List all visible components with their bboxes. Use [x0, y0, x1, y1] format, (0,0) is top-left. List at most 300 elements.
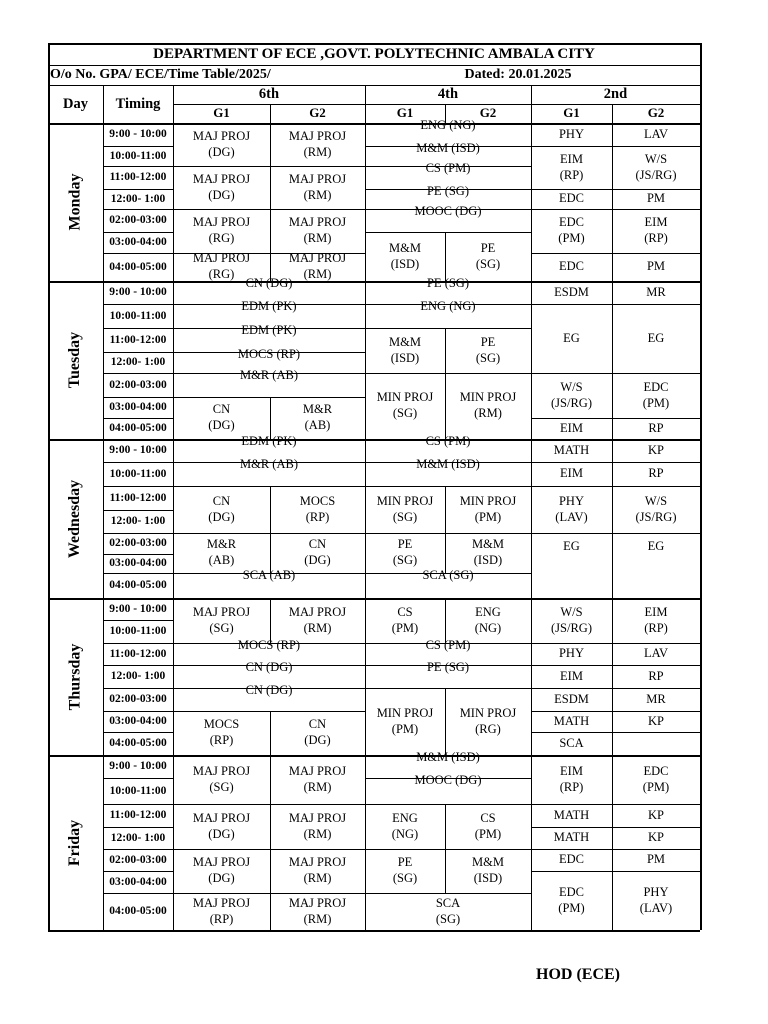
- entry-text: PM: [646, 191, 666, 206]
- entry-text: LAV: [643, 126, 669, 141]
- grid-line: [103, 804, 173, 805]
- timetable-entry: [612, 462, 700, 486]
- entry-text: W/S (JS/RG): [551, 604, 592, 635]
- timetable-entry: [173, 368, 365, 397]
- time-slot: 02:00-03:00: [109, 853, 167, 866]
- time-slot: 02:00-03:00: [109, 537, 167, 550]
- grid-line: [48, 65, 700, 66]
- grid-line: [173, 85, 174, 123]
- timetable-entry: [173, 598, 270, 643]
- timetable-entry: [173, 711, 270, 755]
- entry-text: M&R (AB): [240, 368, 298, 382]
- entry-text: MAJ PROJ (RM): [288, 215, 347, 245]
- timetable-entry: [173, 683, 365, 711]
- entry-text: ENG (NG): [391, 810, 419, 841]
- entry-text: MAJ PROJ (RM): [288, 855, 347, 885]
- day-label-monday: [48, 123, 103, 281]
- timetable-entry: [445, 849, 531, 893]
- timetable-entry: [365, 568, 531, 598]
- timetable-entry: [531, 643, 612, 665]
- time-slot: 10:00-11:00: [109, 625, 167, 638]
- entry-text: CN (DG): [304, 717, 331, 747]
- timetable-entry: [173, 893, 270, 930]
- semester-4th-header: 4th: [437, 86, 459, 103]
- time-slot: 9:00 - 10:00: [109, 760, 167, 773]
- grid-line: [103, 827, 173, 828]
- entry-text: MR: [646, 284, 666, 299]
- entry-text: KP: [648, 830, 664, 845]
- timetable-entry: [612, 871, 700, 930]
- timetable-entry: [270, 166, 365, 209]
- time-slot: 04:00-05:00: [109, 260, 167, 273]
- day-name: Tuesday: [66, 331, 84, 389]
- entry-text: CS (PM): [425, 434, 471, 448]
- entry-text: RP: [648, 466, 664, 481]
- entry-text: EDC (PM): [642, 763, 670, 794]
- timing-column-header: Timing: [115, 95, 161, 112]
- entry-text: EIM: [560, 668, 583, 683]
- timetable-entry: [270, 598, 365, 643]
- group-header-2nd-g2: G2: [647, 105, 665, 121]
- timetable-entry: [531, 688, 612, 711]
- timetable-entry: [612, 281, 700, 304]
- entry-text: EDM (PK): [241, 299, 297, 313]
- time-slot: 04:00-05:00: [109, 905, 167, 918]
- table-border-top: [48, 43, 700, 45]
- entry-text: CS (PM): [425, 161, 471, 175]
- timetable-entry: [531, 462, 612, 486]
- entry-text: MAJ PROJ (DG): [192, 855, 251, 885]
- entry-text: PE (SG): [426, 184, 470, 198]
- entry-text: KP: [648, 713, 664, 728]
- time-slot: 10:00-11:00: [109, 149, 167, 162]
- time-slot: 12:00- 1:00: [110, 192, 166, 205]
- grid-line: [103, 486, 173, 487]
- entry-text: EDC: [559, 259, 584, 274]
- timetable-entry: [365, 373, 445, 439]
- timetable-entry: [531, 209, 612, 253]
- timetable-entry: [531, 755, 612, 804]
- entry-text: EDC: [559, 852, 584, 867]
- time-slot: 12:00- 1:00: [110, 515, 166, 528]
- entry-text: M&R (AB): [302, 402, 333, 432]
- timetable-entry: [173, 123, 270, 166]
- timetable-entry: [612, 643, 700, 665]
- grid-line: [103, 711, 173, 712]
- semester-6th-header: 6th: [258, 86, 280, 103]
- entry-text: SCA (AB): [242, 568, 296, 582]
- entry-text: EG: [563, 330, 580, 345]
- department-title: DEPARTMENT OF ECE ,GOVT. POLYTECHNIC AMBALA CITY: [153, 45, 595, 62]
- entry-text: RP: [648, 668, 664, 683]
- entry-text: CS (PM): [391, 604, 419, 635]
- order-number: O/o No. GPA/ ECE/Time Table/2025/: [50, 67, 271, 83]
- timetable-entry: [531, 373, 612, 418]
- timetable-entry: [270, 123, 365, 166]
- entry-text: SCA (SG): [422, 568, 474, 582]
- timetable-entry: [531, 827, 612, 849]
- entry-text: CN (DG): [208, 402, 235, 432]
- timetable-entry: [531, 146, 612, 189]
- timetable-entry: [365, 598, 445, 643]
- entry-text: MIN PROJ (PM): [459, 493, 517, 524]
- entry-text: ESDM: [554, 284, 589, 299]
- timetable-entry: [173, 397, 270, 439]
- entry-text: CN (DG): [208, 493, 235, 524]
- entry-text: MAJ PROJ (RP): [192, 895, 251, 926]
- group-header-6th-g1: G1: [213, 105, 230, 121]
- timetable-entry: [445, 804, 531, 849]
- timetable-entry: [531, 711, 612, 732]
- day-column-header: Day: [63, 95, 88, 112]
- entry-text: MOCS (RP): [299, 493, 336, 524]
- entry-text: PHY: [558, 646, 584, 661]
- timetable-entry: [612, 665, 700, 688]
- time-slot: 11:00-12:00: [109, 171, 167, 184]
- timetable-entry: [531, 281, 612, 304]
- timetable-entry: [445, 486, 531, 533]
- entry-text: PE (SG): [426, 276, 470, 290]
- grid-line: [103, 85, 104, 123]
- timetable-entry: [270, 209, 365, 253]
- timetable-entry: [612, 533, 700, 598]
- entry-text: PE (SG): [475, 334, 501, 365]
- entry-text: EDC (PM): [642, 379, 670, 410]
- grid-line: [103, 732, 173, 733]
- timetable-entry: [612, 849, 700, 871]
- entry-text: MAJ PROJ (DG): [192, 128, 251, 159]
- grid-line: [103, 893, 173, 894]
- grid-line: [103, 189, 173, 190]
- entry-text: M&M (ISD): [416, 141, 480, 155]
- day-name: Friday: [66, 819, 84, 866]
- timetable-entry: [173, 209, 270, 253]
- time-slot: 12:00- 1:00: [110, 831, 166, 844]
- entry-text: MOOC (DG): [414, 204, 482, 218]
- entry-text: ENG (NG): [474, 604, 502, 635]
- timetable-entry: [531, 418, 612, 439]
- timetable-entry: [365, 893, 531, 930]
- timetable-entry: [531, 189, 612, 209]
- entry-text: MOCS (RP): [237, 638, 301, 652]
- timetable-entry: [173, 804, 270, 849]
- grid-line: [531, 85, 532, 123]
- day-label-friday: [48, 755, 103, 930]
- entry-text: PM: [646, 852, 666, 867]
- time-slot: 11:00-12:00: [109, 809, 167, 822]
- entry-text: ENG (NG): [420, 118, 476, 132]
- entry-text: MAJ PROJ (RM): [288, 604, 347, 635]
- entry-text: KP: [648, 442, 664, 457]
- timetable-entry: [365, 804, 445, 849]
- timetable-entry: [445, 328, 531, 373]
- timetable-entry: [445, 232, 531, 281]
- day-label-tuesday: [48, 281, 103, 439]
- timetable-entry: [173, 486, 270, 533]
- entry-text: W/S (JS/RG): [635, 151, 677, 182]
- entry-text: ESDM: [554, 691, 589, 706]
- grid-line: [612, 104, 613, 123]
- entry-text: MOOC (DG): [414, 773, 482, 787]
- timetable-entry: [612, 418, 700, 439]
- day-name: Monday: [66, 173, 84, 231]
- entry-text: CN (DG): [304, 537, 331, 567]
- timetable-entry: [612, 827, 700, 849]
- time-slot: 9:00 - 10:00: [109, 444, 167, 457]
- timetable-entry: [270, 755, 365, 804]
- grid-line: [103, 166, 173, 167]
- entry-text: CN (DG): [245, 660, 293, 674]
- timetable-entry: [270, 397, 365, 439]
- timetable-entry: [531, 123, 612, 146]
- entry-text: M&R (AB): [240, 457, 298, 471]
- entry-text: EIM (RP): [644, 604, 668, 635]
- group-header-4th-g2: G2: [479, 105, 497, 121]
- entry-text: M&M (ISD): [472, 537, 504, 567]
- entry-text: MAJ PROJ (RM): [288, 895, 347, 926]
- entry-text: EG: [647, 330, 665, 345]
- grid-line: [103, 418, 173, 419]
- time-slot: 04:00-05:00: [109, 422, 167, 435]
- grid-line: [103, 620, 173, 621]
- entry-text: PHY (LAV): [555, 493, 588, 524]
- grid-line: [103, 643, 173, 644]
- entry-text: M&M (ISD): [389, 240, 421, 271]
- entry-text: CN (DG): [245, 276, 293, 290]
- grid-line: [103, 778, 173, 779]
- time-slot: 10:00-11:00: [109, 784, 167, 797]
- time-slot: 03:00-04:00: [109, 715, 167, 728]
- entry-text: PHY: [558, 126, 584, 141]
- time-slot: 9:00 - 10:00: [109, 286, 167, 299]
- entry-text: MAJ PROJ (RM): [288, 810, 347, 841]
- entry-text: PE (SG): [392, 537, 418, 567]
- timetable-entry: [270, 533, 365, 573]
- entry-text: W/S (JS/RG): [635, 493, 677, 524]
- entry-text: MATH: [553, 442, 590, 457]
- entry-text: EIM: [560, 466, 583, 481]
- grid-line: [103, 688, 173, 689]
- entry-text: EG: [647, 539, 665, 553]
- entry-text: PE (SG): [392, 855, 418, 885]
- day-name: Thursday: [66, 643, 84, 710]
- timetable-entry: [531, 849, 612, 871]
- timetable-entry: [531, 304, 612, 373]
- timetable-entry: [612, 123, 700, 146]
- entry-text: EIM (RP): [559, 763, 584, 794]
- timetable-entry: [612, 373, 700, 418]
- entry-text: MIN PROJ (SG): [376, 390, 434, 420]
- grid-line: [103, 397, 173, 398]
- timetable-entry: [173, 533, 270, 573]
- entry-text: EG: [563, 539, 580, 553]
- time-slot: 10:00-11:00: [109, 467, 167, 480]
- timetable-entry: [365, 533, 445, 573]
- timetable-entry: [365, 486, 445, 533]
- table-border-bottom: [48, 930, 700, 932]
- entry-text: MATH: [553, 713, 590, 728]
- grid-line: [365, 85, 366, 123]
- timetable-entry: [531, 732, 612, 755]
- timetable-entry: [173, 166, 270, 209]
- entry-text: CS (PM): [425, 638, 471, 652]
- timetable-entry: [531, 253, 612, 281]
- entry-text: MAJ PROJ (RM): [288, 128, 347, 159]
- entry-text: MAJ PROJ (SG): [192, 763, 251, 794]
- timetable-entry: [612, 439, 700, 462]
- grid-line: [103, 533, 173, 534]
- entry-text: EIM (RP): [644, 215, 668, 245]
- entry-text: EDM (PK): [241, 323, 297, 337]
- entry-text: MAJ PROJ (DG): [192, 171, 251, 202]
- timetable-entry: [612, 711, 700, 732]
- entry-text: EIM (RP): [559, 151, 584, 182]
- day-label-wednesday: [48, 439, 103, 598]
- grid-line: [103, 232, 173, 233]
- grid-line: [103, 871, 173, 872]
- entry-text: EDC (PM): [558, 884, 585, 915]
- time-slot: 02:00-03:00: [109, 214, 167, 227]
- grid-line: [48, 85, 700, 86]
- time-slot: 03:00-04:00: [109, 401, 167, 414]
- grid-line: [103, 209, 173, 210]
- grid-line: [270, 104, 271, 123]
- table-border-right: [700, 43, 702, 930]
- grid-line: [173, 104, 700, 105]
- timetable-entry: [365, 328, 445, 373]
- entry-text: PHY (LAV): [639, 884, 673, 915]
- entry-text: W/S (JS/RG): [551, 379, 592, 410]
- time-slot: 03:00-04:00: [109, 875, 167, 888]
- time-slot: 03:00-04:00: [109, 557, 167, 570]
- time-slot: 03:00-04:00: [109, 236, 167, 249]
- timetable-entry: [531, 665, 612, 688]
- entry-text: LAV: [643, 646, 669, 661]
- timetable-entry: [612, 486, 700, 533]
- timetable-entry: [445, 598, 531, 643]
- group-header-4th-g1: G1: [396, 105, 414, 121]
- group-header-2nd-g1: G1: [563, 105, 580, 121]
- grid-line: [103, 352, 173, 353]
- time-slot: 02:00-03:00: [109, 378, 167, 391]
- timetable-entry: [531, 871, 612, 930]
- time-slot: 04:00-05:00: [109, 737, 167, 750]
- entry-text: M&R (AB): [206, 537, 237, 567]
- timetable-entry: [365, 204, 531, 232]
- entry-text: CN (DG): [245, 683, 293, 697]
- entry-text: EDC (PM): [558, 215, 585, 245]
- grid-line: [103, 849, 173, 850]
- timetable-entry: [365, 660, 531, 688]
- time-slot: 11:00-12:00: [109, 647, 167, 660]
- grid-line: [103, 253, 173, 254]
- entry-text: MAJ PROJ (RM): [288, 171, 347, 202]
- time-slot: 9:00 - 10:00: [109, 128, 167, 141]
- timetable-entry: [612, 146, 700, 189]
- timetable-entry: [612, 755, 700, 804]
- group-header-6th-g2: G2: [309, 105, 326, 121]
- entry-text: M&M (ISD): [416, 750, 480, 764]
- timetable-entry: [612, 688, 700, 711]
- entry-text: ENG (NG): [420, 299, 476, 313]
- timetable-entry: [173, 755, 270, 804]
- entry-text: MR: [646, 691, 666, 706]
- entry-text: MAJ PROJ (SG): [192, 604, 251, 635]
- timetable-entry: [612, 732, 700, 755]
- timetable-entry: [270, 849, 365, 893]
- entry-text: MAJ PROJ (RM): [288, 763, 347, 794]
- time-slot: 10:00-11:00: [109, 309, 167, 322]
- dated-text: Dated: 20.01.2025: [464, 67, 572, 83]
- entry-text: MIN PROJ (PM): [376, 705, 434, 736]
- time-slot: 11:00-12:00: [109, 491, 167, 504]
- entry-text: RP: [648, 420, 664, 435]
- timetable-entry: [365, 457, 531, 486]
- entry-text: MIN PROJ (RG): [459, 705, 517, 736]
- entry-text: SCA: [559, 735, 584, 750]
- grid-line: [103, 665, 173, 666]
- grid-line: [103, 146, 173, 147]
- time-slot: 04:00-05:00: [109, 579, 167, 592]
- grid-line: [103, 510, 173, 511]
- entry-text: M&M (ISD): [389, 334, 421, 365]
- entry-text: EDM (PK): [241, 434, 297, 448]
- timetable-entry: [531, 804, 612, 827]
- timetable-entry: [173, 568, 365, 598]
- entry-text: MIN PROJ (RM): [459, 390, 517, 420]
- timetable-entry: [531, 486, 612, 533]
- semester-2nd-header: 2nd: [603, 86, 628, 103]
- timetable-entry: [173, 457, 365, 486]
- timetable-entry: [531, 533, 612, 598]
- entry-text: PE (SG): [426, 660, 470, 674]
- timetable-entry: [365, 688, 445, 755]
- timetable-entry: [612, 209, 700, 253]
- grid-line: [103, 554, 173, 555]
- timetable-entry: [445, 533, 531, 573]
- entry-text: MAJ PROJ (RM): [288, 251, 347, 281]
- timetable-entry: [365, 232, 445, 281]
- timetable-entry: [173, 849, 270, 893]
- entry-text: M&M (ISD): [416, 457, 480, 471]
- entry-text: EDC: [559, 191, 584, 206]
- entry-text: MAJ PROJ (RG): [192, 251, 251, 281]
- timetable-entry: [612, 598, 700, 643]
- timetable-entry: [531, 598, 612, 643]
- entry-text: MAJ PROJ (DG): [192, 810, 251, 841]
- timetable-entry: [612, 804, 700, 827]
- hod-signature: HOD (ECE): [536, 966, 620, 983]
- timetable-sheet: [48, 43, 700, 930]
- timetable-entry: [612, 304, 700, 373]
- entry-text: MIN PROJ (SG): [376, 493, 434, 524]
- entry-text: MOCS (RP): [203, 717, 240, 747]
- time-slot: 02:00-03:00: [109, 693, 167, 706]
- day-name: Wednesday: [66, 479, 84, 558]
- timetable-entry: [365, 299, 531, 328]
- entry-text: SCA (SG): [435, 895, 461, 926]
- timetable-entry: [365, 849, 445, 893]
- entry-text: M&M (ISD): [472, 855, 504, 885]
- grid-line: [103, 373, 173, 374]
- timetable-entry: [270, 893, 365, 930]
- time-slot: 12:00- 1:00: [110, 670, 166, 683]
- grid-line: [103, 304, 173, 305]
- timetable-entry: [445, 373, 531, 439]
- timetable-entry: [531, 439, 612, 462]
- entry-text: MAJ PROJ (RG): [192, 215, 251, 245]
- grid-line: [103, 328, 173, 329]
